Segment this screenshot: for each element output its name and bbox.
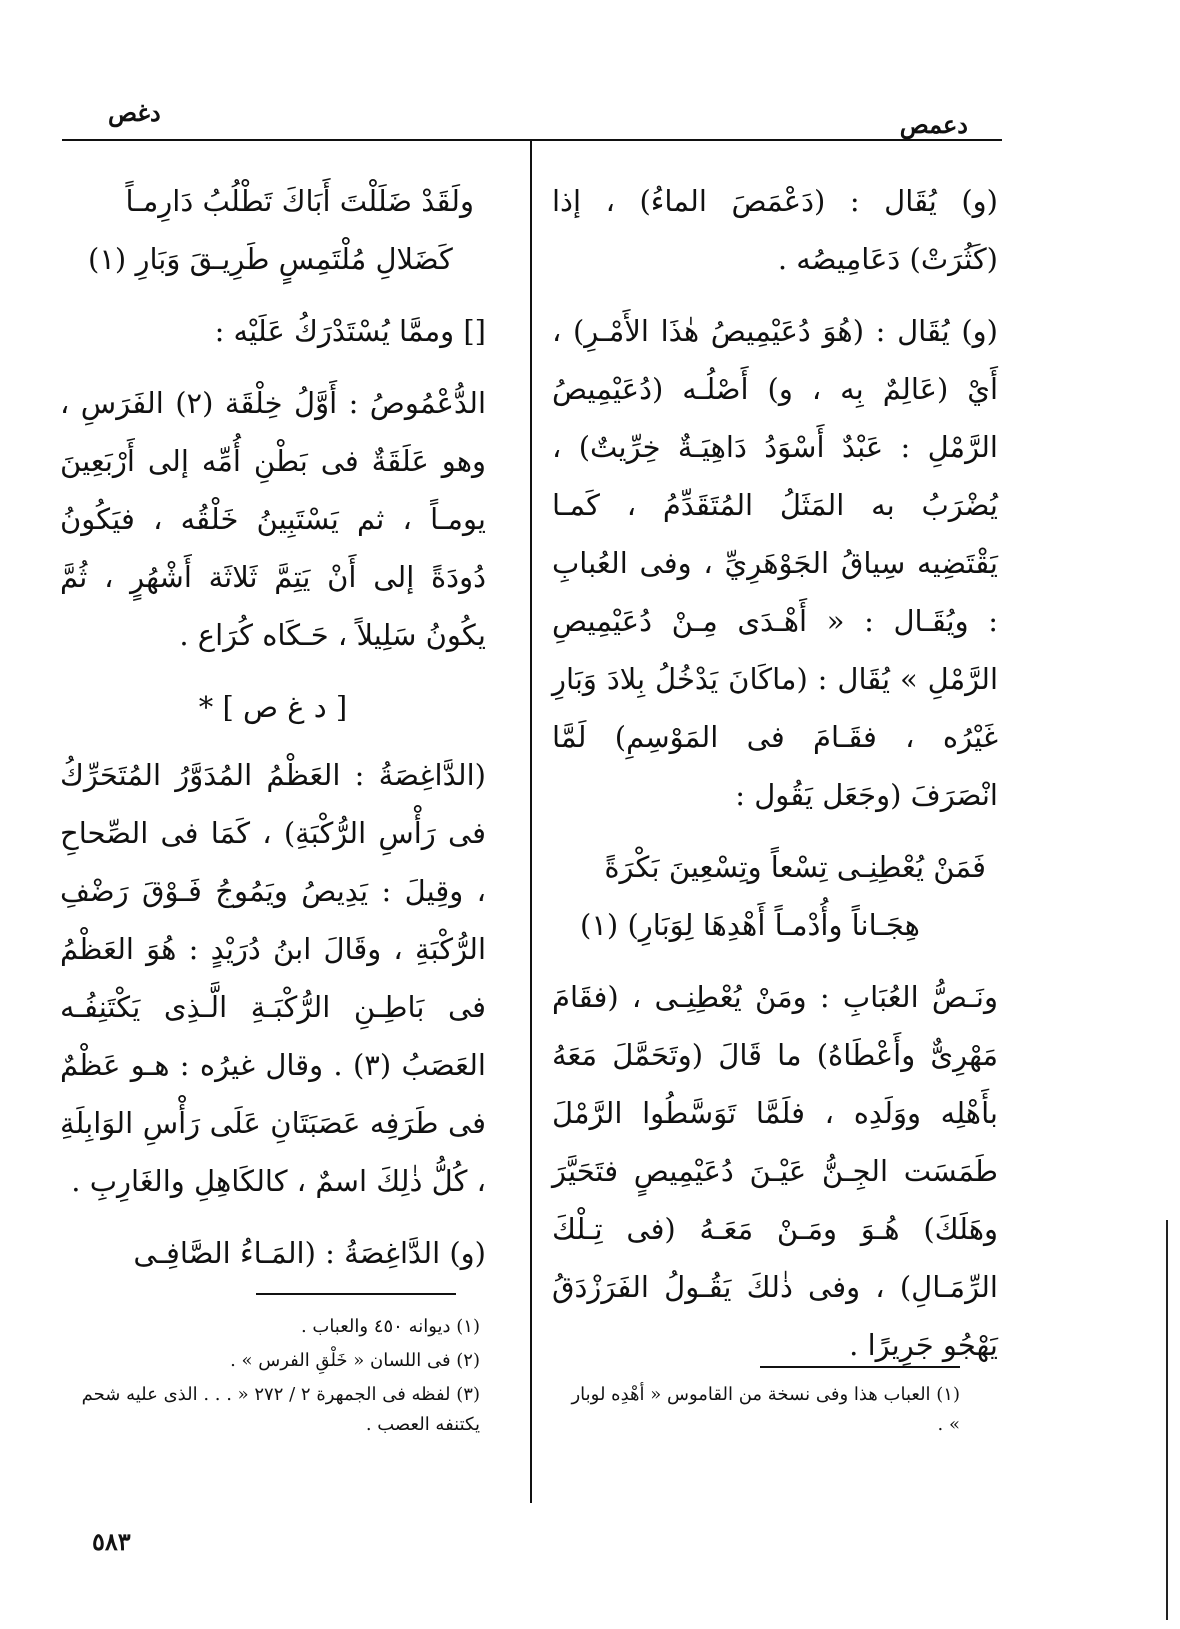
mustadrak-line: [] وممَّا يُسْتَدْرَكُ عَلَيْه : [214,314,486,348]
verse-line: ولَقَدْ ضَلَلْتَ أَبَاكَ تَطْلُبُ دَارِمـاً [125,184,474,218]
scan-edge-line [1166,1220,1168,1620]
entry-paragraph: ونَـصُّ العُبَابِ : ومَنْ يُعْطِنِـى ، (فقَامَ مَهْرِىٌّ وأَعْطَاهُ) ما قَالَ (وتَحَمَّلَ مَعَهُ بأَهْلِه ووَلَدِه ، فلَمَّا تَوَسَّطُوا الرَّمْلَ طَمَسَت الجِـنُّ عَيْـنَ دُعَيْمِيصٍ فتَحَيَّرَ وهَلَكَ) هُـوَ ومَـنْ مَعَـهُ (فى تِـلْكَ الرِّمَـالِ) ، وفى ذٰلكَ يَقُـولُ الفَرَزْدَقُ يَهْجُو جَرِيرًا . [552,980,998,1362]
running-header-left: دغص [108,98,161,127]
entry-paragraph: (و) الدَّاغِصَةُ : (المَـاءُ الصَّافِـى [133,1236,486,1270]
right-column [552,172,998,1388]
entry-paragraph: (و) يُقَال : (هُوَ دُعَيْمِيصُ هٰذَا الأَمْـرِ) ، أَيْ (عَالِمٌ بِه ، و) أَصْلُـه (دُعَيْمِيصُ الرَّمْلِ : عَبْدٌ أَسْوَدُ دَاهِيَـةٌ خِرِّيتٌ) ، يُضْرَبُ به المَثَلُ المُتَقَدِّمُ ، كَمـا يَقْتَضِيه سِياقُ الجَوْهَرِيِّ ، وفى العُبابِ : ويُقَـال : « أَهْـدَى مِـنْ دُعَيْمِيصِ الرَّمْلِ » يُقَال : (ماكَانَ يَدْخُلُ بِلادَ وَبَارِ غَيْرُه ، فقَـامَ فى المَوْسِمِ) لَمَّا انْصَرَفَ (وجَعَل يَقُول : [552,314,998,812]
footnote: (١) العباب هذا وفى نسخة من القاموس « أهْدِه لوبار » . [571,1384,960,1435]
entry-paragraph: الدُّعْمُوصُ : أَوَّلُ خِلْقَة (٢) الفَرَسِ ، وهو عَلَقَةٌ فى بَطْنِ أُمِّه إلى أَرْبَعِينَ يومـاً ، ثم يَسْتَبِينُ خَلْقُه ، فيَكُونُ دُودَةً إلى أَنْ يَتِمَّ ثَلاثَة أَشْهُرٍ ، ثُمَّ يكُونُ سَلِيلاً ، حَـكَاه كُرَاع . [60,386,487,652]
verse-line: فَمَنْ يُعْطِنِـى تِسْعاً وتِسْعِينَ بَكْرَةً [604,850,986,884]
footnote: (١) ديوانه ٤٥٠ والعباب . [300,1316,480,1337]
header-rule [62,139,1002,141]
footnotes-right [560,1380,960,1444]
column-divider [530,141,532,1503]
page-number: ٥٨٣ [92,1527,131,1556]
root-heading: [ د غ ص ] * [198,690,348,724]
verse-line: هِجَـاناً وأُدْمـاً أَهْدِهَا لِوَبَارِ) (١) [580,908,920,942]
running-header-right: دعمص [899,110,968,139]
footnote-rule [256,1293,456,1295]
footnotes-left [40,1312,480,1444]
footnote-rule [760,1366,960,1368]
entry-paragraph: (و) يُقَال : (دَعْمَصَ الماءُ) ، إذا (كَثُرَتْ) دَعَامِيصُه . [552,184,998,276]
entry-paragraph: (الدَّاغِصَةُ : العَظْمُ المُدَوَّرُ المُتَحَرِّكُ فى رَأْسِ الرُّكْبَةِ) ، كَمَا فى الصِّحاحِ ، وقِيلَ : يَدِيصُ ويَمُوجُ فَـوْقَ رَضْفِ الرُّكْبَةِ ، وقَالَ ابنُ دُرَيْدٍ : هُوَ العَظْمُ فى بَاطِـنِ الرُّكْبَـةِ الَّـذِى يَكْتَنِفُـه العَصَبُ (٣) . وقال غيرُه : هـو عَظْمٌ فى طَرَفِه عَصَبَتَانِ عَلَى رَأْسِ الوَابِلَةِ ، كُلُّ ذٰلِكَ اسمٌ ، كالكَاهِلِ والغَارِبِ . [60,758,486,1198]
footnote: (٣) لفظه فى الجمهرة ٢ / ٢٧٢ « . . . الذى عليه شحم يكتنفه العصب . [81,1384,480,1435]
left-column [60,172,486,1296]
verse-line: كَضَلالِ مُلْتَمِسٍ طَرِيـقَ وَبَارِ (١) [88,242,453,276]
footnote: (٢) فى اللسان « خَلْقِ الفرس » . [230,1350,480,1371]
